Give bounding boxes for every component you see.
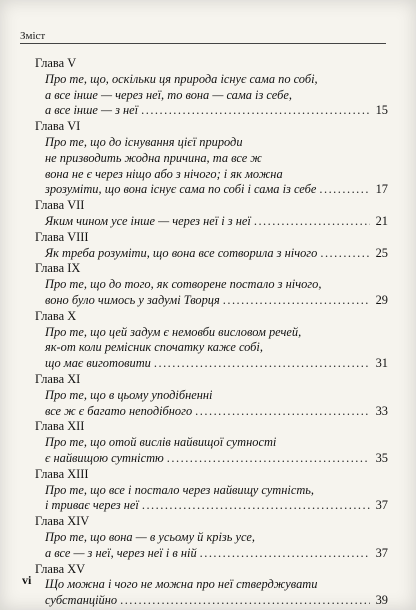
toc-page-number: 37 [375, 545, 388, 560]
page-number: vi [22, 573, 32, 587]
chapter-description-line [35, 451, 388, 467]
chapter-description-line: як-от коли ремісник спочатку каже собі, [45, 340, 263, 355]
chapter-description-text: субстанційно [45, 593, 118, 608]
chapter-description-line [35, 182, 388, 198]
chapter-description-line [35, 498, 388, 514]
chapter-title: Глава V [35, 56, 77, 70]
running-head: Зміст [20, 30, 46, 42]
table-of-contents [35, 56, 388, 609]
toc-page-number: 39 [375, 593, 388, 608]
toc-entry [35, 198, 388, 230]
toc-entry [35, 261, 388, 308]
chapter-description-line [35, 356, 388, 372]
toc-entry [35, 56, 388, 119]
toc-page-number: 17 [375, 182, 388, 197]
chapter-description-text: Як треба розуміти, що вона все сотворила з нічого [45, 245, 318, 260]
chapter-description-line: Про те, що до того, як сотворене постало з нічого, [45, 277, 322, 292]
chapter-description-line: Про те, що в цьому уподібненні [45, 387, 213, 402]
header-rule [20, 43, 386, 44]
dot-leader [138, 103, 370, 119]
dot-leader [251, 214, 370, 230]
chapter-description-line: не призводить жодна причина, та все ж [45, 150, 262, 165]
toc-page-number: 25 [375, 245, 388, 260]
chapter-description-text: є найвищою сутністю [45, 450, 164, 465]
chapter-description-line [35, 546, 388, 562]
chapter-description-text: а все — з неї, через неї і в ній [45, 545, 197, 560]
chapter-description-line: Про те, що вона — в усьому й крізь усе, [45, 529, 255, 544]
toc-entry [35, 309, 388, 372]
toc-entry [35, 562, 388, 609]
dot-leader [197, 546, 370, 562]
toc-entry [35, 419, 388, 466]
dot-leader [117, 593, 370, 609]
chapter-description-text: воно було чимось у задумі Творця [45, 292, 220, 307]
chapter-title: Глава XV [35, 561, 86, 576]
chapter-description-line: а все інше — через неї, то вона — сама із себе, [45, 87, 292, 102]
chapter-description-text: і триває через неї [45, 498, 139, 513]
toc-page-number: 29 [375, 292, 388, 307]
chapter-description-text: зрозуміти, що вона існує сама по собі і сама із себе [45, 182, 317, 197]
toc-page-number: 21 [375, 213, 388, 228]
chapter-description-line: вона не є через ніщо або з нічого; і як можна [45, 166, 283, 181]
chapter-description-line: Про те, що цей задум є немовби висловом речей, [45, 324, 302, 339]
toc-page-number: 37 [375, 498, 388, 513]
chapter-description-text: що має виготовити [45, 356, 151, 371]
chapter-description-line [35, 293, 388, 309]
toc-page-number: 33 [375, 403, 388, 418]
toc-entry [35, 230, 388, 262]
toc-page-number: 31 [375, 356, 388, 371]
toc-entry [35, 514, 388, 561]
chapter-title: Глава X [35, 308, 77, 323]
chapter-description-line: Про те, що, оскільки ця природа існує сама по собі, [45, 71, 318, 86]
chapter-title: Глава XIV [35, 514, 90, 529]
dot-leader [139, 498, 370, 514]
chapter-description-line [35, 593, 388, 609]
dot-leader [316, 182, 370, 198]
chapter-title: Глава XII [35, 419, 85, 434]
chapter-description-text: Яким чином усе інше — через неї і з неї [45, 213, 251, 228]
chapter-title: Глава XIII [35, 466, 89, 481]
chapter-description-line [35, 246, 388, 262]
toc-entry [35, 467, 388, 514]
dot-leader [220, 293, 370, 309]
chapter-title: Глава IX [35, 261, 81, 276]
chapter-description-line: Про те, що отой вислів найвищої сутності [45, 435, 277, 450]
chapter-title: Глава XI [35, 371, 81, 386]
chapter-description-line [35, 214, 388, 230]
toc-page-number: 15 [375, 103, 388, 118]
dot-leader [151, 356, 370, 372]
chapter-title: Глава VIII [35, 229, 89, 244]
dot-leader [164, 451, 370, 467]
chapter-description-line: Про те, що до існування цієї природи [45, 134, 243, 149]
chapter-description-line [35, 103, 388, 119]
chapter-title: Глава VII [35, 198, 85, 213]
toc-entry [35, 372, 388, 419]
chapter-title: Глава VI [35, 119, 81, 134]
chapter-description-line: Що можна і чого не можна про неї стверджувати [45, 577, 318, 592]
chapter-description-text: а все інше — з неї [45, 103, 139, 118]
dot-leader [192, 404, 370, 420]
chapter-description-text: все ж є багато неподібного [45, 403, 193, 418]
chapter-description-line [35, 404, 388, 420]
toc-page-number: 35 [375, 450, 388, 465]
toc-entry [35, 119, 388, 198]
chapter-description-line: Про те, що все і постало через найвищу сутність, [45, 482, 315, 497]
dot-leader [317, 246, 370, 262]
